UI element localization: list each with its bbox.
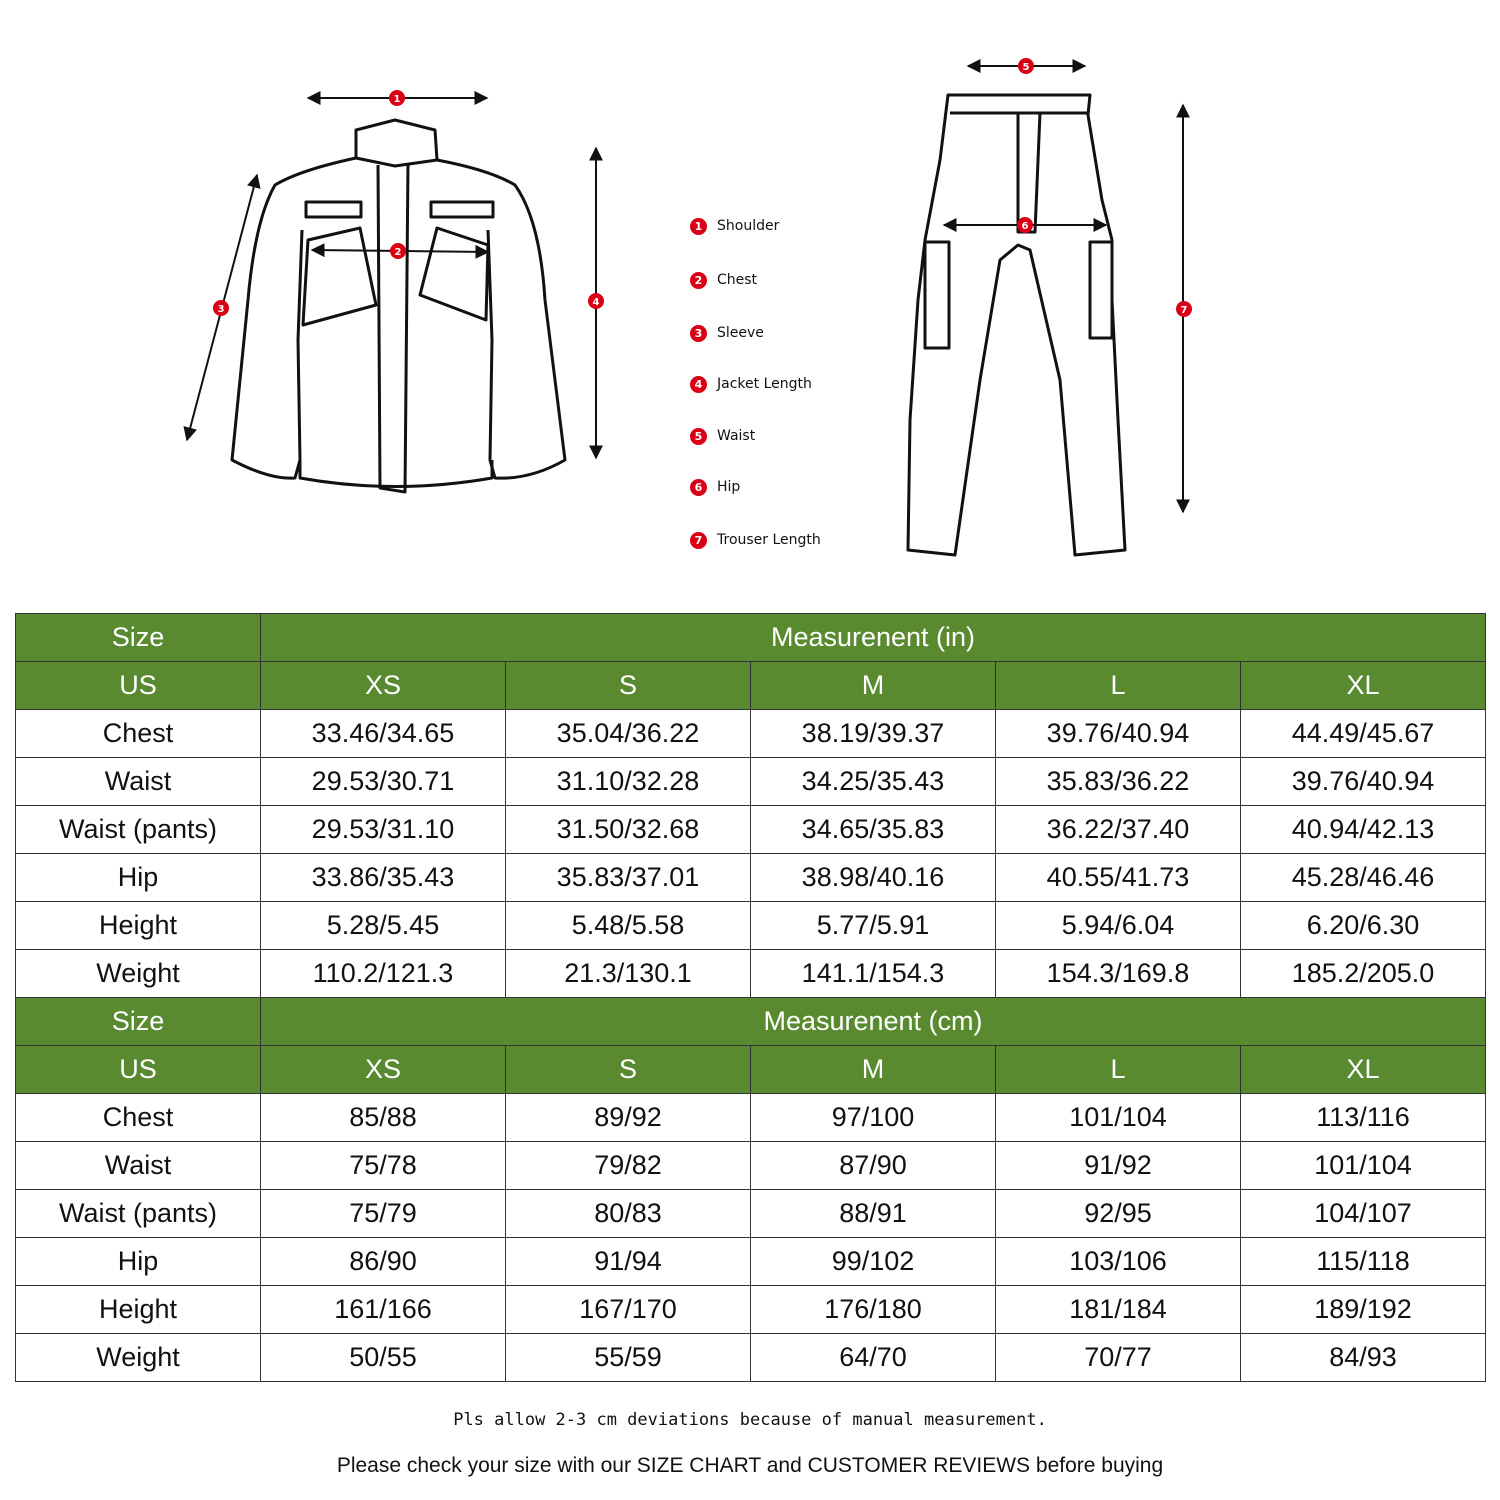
legend-item-shoulder (690, 214, 779, 238)
size-col-header: M (751, 662, 996, 710)
size-header-cell: Size (16, 614, 261, 662)
table-cell: 55/59 (506, 1334, 751, 1382)
marker-1 (389, 90, 405, 106)
table-cell: 97/100 (751, 1094, 996, 1142)
legend-item-waist (690, 424, 755, 448)
table-row (16, 1334, 1486, 1382)
row-label: Weight (16, 950, 261, 998)
size-label-row (16, 662, 1486, 710)
table-cell: 40.94/42.13 (1241, 806, 1486, 854)
table-cell: 5.28/5.45 (261, 902, 506, 950)
legend-label: Jacket Length (717, 376, 812, 392)
legend-badge: 4 (690, 376, 707, 393)
table-cell: 110.2/121.3 (261, 950, 506, 998)
measurement-arrows (187, 66, 1183, 512)
row-label: Height (16, 1286, 261, 1334)
table-cell: 99/102 (751, 1238, 996, 1286)
table-cell: 86/90 (261, 1238, 506, 1286)
table-cell: 39.76/40.94 (1241, 758, 1486, 806)
table-cell: 29.53/30.71 (261, 758, 506, 806)
table-cell: 35.04/36.22 (506, 710, 751, 758)
legend-label: Sleeve (717, 325, 764, 341)
marker-6-label: 6 (1021, 221, 1029, 232)
table-cell: 141.1/154.3 (751, 950, 996, 998)
size-col-header: S (506, 662, 751, 710)
table-row (16, 758, 1486, 806)
table-cell: 176/180 (751, 1286, 996, 1334)
table-cell: 34.25/35.43 (751, 758, 996, 806)
table-cell: 44.49/45.67 (1241, 710, 1486, 758)
table-header-row (16, 998, 1486, 1046)
jacket-outline (232, 120, 565, 492)
row-label: Hip (16, 1238, 261, 1286)
table-cell: 21.3/130.1 (506, 950, 751, 998)
table-row (16, 1238, 1486, 1286)
table-row (16, 950, 1486, 998)
table-cell: 29.53/31.10 (261, 806, 506, 854)
table-row (16, 902, 1486, 950)
table-row (16, 806, 1486, 854)
table-cell: 189/192 (1241, 1286, 1486, 1334)
table-cell: 154.3/169.8 (996, 950, 1241, 998)
legend-badge: 3 (690, 325, 707, 342)
legend-label: Trouser Length (717, 532, 821, 548)
row-label: Waist (16, 758, 261, 806)
size-col-header: XS (261, 662, 506, 710)
marker-7 (1176, 301, 1192, 317)
size-label-row (16, 1046, 1486, 1094)
us-header-cell: US (16, 1046, 261, 1094)
size-advice: Please check your size with our SIZE CHART and CUSTOMER REVIEWS before buying (336, 1454, 1164, 1477)
table-cell: 185.2/205.0 (1241, 950, 1486, 998)
size-col-header: L (996, 1046, 1241, 1094)
table-cell: 35.83/37.01 (506, 854, 751, 902)
table-cell: 75/79 (261, 1190, 506, 1238)
table-cell: 161/166 (261, 1286, 506, 1334)
size-col-header: XS (261, 1046, 506, 1094)
table-cell: 101/104 (996, 1094, 1241, 1142)
size-col-header: M (751, 1046, 996, 1094)
table-cell: 5.77/5.91 (751, 902, 996, 950)
table-cell: 89/92 (506, 1094, 751, 1142)
row-label: Hip (16, 854, 261, 902)
table-cell: 181/184 (996, 1286, 1241, 1334)
legend-badge: 7 (690, 532, 707, 549)
row-label: Chest (16, 1094, 261, 1142)
row-label: Waist (pants) (16, 1190, 261, 1238)
marker-5-label: 5 (1022, 62, 1030, 73)
size-table-inches (15, 613, 1486, 998)
table-header-row (16, 614, 1486, 662)
legend-item-sleeve (690, 321, 764, 345)
legend-item-chest (690, 268, 757, 292)
legend-item-trouser-length (690, 528, 821, 552)
table-cell: 92/95 (996, 1190, 1241, 1238)
marker-4 (588, 293, 604, 309)
table-cell: 88/91 (751, 1190, 996, 1238)
table-cell: 38.98/40.16 (751, 854, 996, 902)
garment-illustration (0, 0, 1500, 600)
marker-2-label: 2 (394, 247, 402, 258)
marker-3-label: 3 (217, 304, 225, 315)
table-row (16, 1286, 1486, 1334)
table-cell: 50/55 (261, 1334, 506, 1382)
garment-diagram (0, 0, 1500, 600)
table-cell: 33.46/34.65 (261, 710, 506, 758)
marker-7-label: 7 (1180, 305, 1188, 316)
table-cell: 70/77 (996, 1334, 1241, 1382)
table-cell: 39.76/40.94 (996, 710, 1241, 758)
table-cell: 34.65/35.83 (751, 806, 996, 854)
size-table-centimeters (15, 997, 1486, 1382)
table-cell: 36.22/37.40 (996, 806, 1241, 854)
table-cell: 85/88 (261, 1094, 506, 1142)
table-cell: 101/104 (1241, 1142, 1486, 1190)
table-cell: 45.28/46.46 (1241, 854, 1486, 902)
table-cell: 35.83/36.22 (996, 758, 1241, 806)
table-row (16, 1190, 1486, 1238)
table-cell: 6.20/6.30 (1241, 902, 1486, 950)
pants-outline (908, 95, 1125, 555)
legend-item-jacket-length (690, 372, 812, 396)
table-row (16, 1142, 1486, 1190)
unit-header-cell: Measurenent (in) (261, 614, 1486, 662)
table-cell: 5.48/5.58 (506, 902, 751, 950)
legend-badge: 5 (690, 428, 707, 445)
table-cell: 104/107 (1241, 1190, 1486, 1238)
table-cell: 40.55/41.73 (996, 854, 1241, 902)
table-cell: 91/92 (996, 1142, 1241, 1190)
table-cell: 31.10/32.28 (506, 758, 751, 806)
table-cell: 64/70 (751, 1334, 996, 1382)
legend-item-hip (690, 475, 740, 499)
table-row (16, 710, 1486, 758)
table-row (16, 854, 1486, 902)
unit-header-cell: Measurenent (cm) (261, 998, 1486, 1046)
table-cell: 113/116 (1241, 1094, 1486, 1142)
row-label: Chest (16, 710, 261, 758)
legend-label: Shoulder (717, 218, 780, 234)
deviation-note: Pls allow 2-3 cm deviations because of manual measurement. (453, 1410, 1047, 1430)
table-cell: 80/83 (506, 1190, 751, 1238)
table-cell: 5.94/6.04 (996, 902, 1241, 950)
table-cell: 91/94 (506, 1238, 751, 1286)
table-cell: 38.19/39.37 (751, 710, 996, 758)
legend-label: Hip (717, 479, 741, 495)
size-header-cell: Size (16, 998, 261, 1046)
table-row (16, 1094, 1486, 1142)
table-cell: 84/93 (1241, 1334, 1486, 1382)
marker-2 (390, 243, 406, 259)
row-label: Height (16, 902, 261, 950)
table-cell: 103/106 (996, 1238, 1241, 1286)
legend-label: Chest (717, 272, 758, 288)
size-col-header: S (506, 1046, 751, 1094)
legend-badge: 6 (690, 479, 707, 496)
size-col-header: XL (1241, 662, 1486, 710)
table-cell: 75/78 (261, 1142, 506, 1190)
marker-5 (1018, 58, 1034, 74)
us-header-cell: US (16, 662, 261, 710)
legend-badge: 1 (690, 218, 707, 235)
table-cell: 87/90 (751, 1142, 996, 1190)
row-label: Weight (16, 1334, 261, 1382)
row-label: Waist (16, 1142, 261, 1190)
table-cell: 31.50/32.68 (506, 806, 751, 854)
table-cell: 167/170 (506, 1286, 751, 1334)
legend-label: Waist (717, 428, 756, 444)
marker-6 (1017, 217, 1033, 233)
legend-badge: 2 (690, 272, 707, 289)
table-cell: 33.86/35.43 (261, 854, 506, 902)
row-label: Waist (pants) (16, 806, 261, 854)
table-cell: 115/118 (1241, 1238, 1486, 1286)
marker-4-label: 4 (592, 297, 600, 308)
size-col-header: L (996, 662, 1241, 710)
marker-1-label: 1 (393, 94, 401, 105)
table-cell: 79/82 (506, 1142, 751, 1190)
size-col-header: XL (1241, 1046, 1486, 1094)
marker-3 (213, 300, 229, 316)
